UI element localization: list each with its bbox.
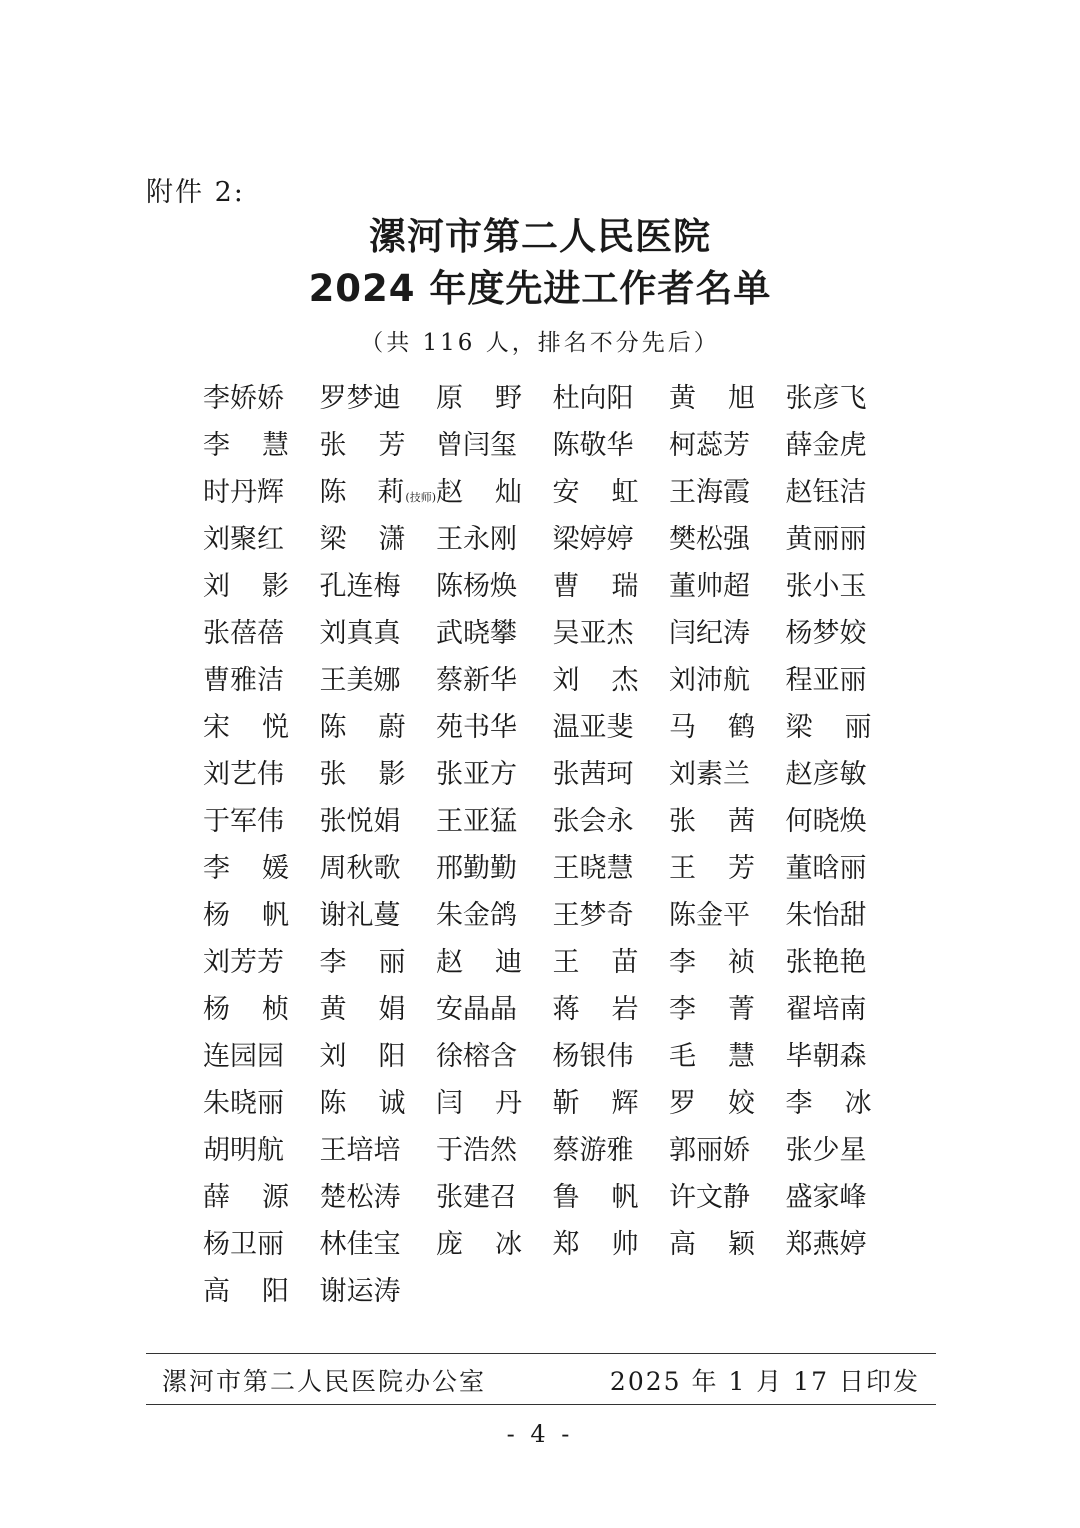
person-name: 宋悦	[203, 712, 289, 743]
name-entry	[669, 1127, 786, 1174]
name-entry	[203, 469, 320, 516]
name-entry	[669, 798, 786, 845]
person-name: 张芳	[319, 430, 406, 461]
name-entry	[669, 375, 786, 422]
person-name: 杨卫丽	[203, 1229, 284, 1260]
name-entry	[320, 469, 437, 516]
name-entry	[436, 845, 553, 892]
person-name: 马鹤	[669, 712, 755, 743]
person-name: 靳辉	[552, 1088, 639, 1119]
person-name: 柯蕊芳	[669, 430, 750, 461]
name-entry	[786, 1174, 903, 1221]
name-entry	[436, 375, 553, 422]
name-entry	[203, 657, 320, 704]
issue-date: 2025 年 1 月 17 日印发	[609, 1367, 920, 1396]
name-entry	[320, 1221, 437, 1268]
name-entry	[786, 798, 903, 845]
name-entry	[669, 657, 786, 704]
person-name: 杜向阳	[552, 383, 634, 414]
name-entry	[203, 375, 320, 422]
person-name: 王永刚	[436, 524, 517, 555]
person-name: 孔连梅	[319, 571, 401, 602]
person-name: 何晓焕	[785, 806, 867, 837]
person-name: 张建召	[436, 1182, 517, 1213]
person-name: 连园园	[203, 1041, 284, 1072]
person-name: 朱晓丽	[203, 1088, 284, 1119]
person-name: 谢礼蔓	[319, 900, 401, 931]
person-name: 刘阳	[319, 1041, 406, 1072]
name-entry	[436, 1221, 553, 1268]
person-name: 刘素兰	[669, 759, 750, 790]
name-entry	[436, 751, 553, 798]
name-entry	[553, 845, 670, 892]
person-name: 时丹辉	[203, 477, 284, 508]
name-entry	[553, 469, 670, 516]
person-name: 林佳宝	[319, 1229, 401, 1260]
person-name: 王芳	[669, 853, 755, 884]
person-name: 毛慧	[669, 1041, 755, 1072]
person-name: 蔡新华	[436, 665, 517, 696]
name-entry	[786, 704, 903, 751]
person-name: 董晗丽	[785, 853, 867, 884]
person-name: 梁潇	[319, 524, 406, 555]
person-name: 刘真真	[319, 618, 401, 649]
name-entry	[786, 986, 903, 1033]
name-entry	[436, 1174, 553, 1221]
person-name: 盛家峰	[785, 1182, 867, 1213]
person-name: 陈金平	[669, 900, 750, 931]
name-entry	[436, 939, 553, 986]
person-name: 蒋岩	[552, 994, 639, 1025]
attachment-label: 附件 2:	[146, 177, 245, 208]
person-name: 陈莉	[319, 477, 405, 508]
name-entry	[436, 422, 553, 469]
person-name: 王海霞	[669, 477, 750, 508]
person-name: 梁丽	[785, 712, 872, 743]
name-entry	[203, 1127, 320, 1174]
name-entry	[786, 1127, 903, 1174]
name-entry	[553, 516, 670, 563]
person-name: 张会永	[552, 806, 634, 837]
name-entry	[203, 845, 320, 892]
name-entry	[436, 563, 553, 610]
person-name: 张蓓蓓	[203, 618, 284, 649]
name-entry	[203, 563, 320, 610]
person-name: 胡明航	[203, 1135, 284, 1166]
name-entry	[669, 1221, 786, 1268]
name-entry	[669, 845, 786, 892]
person-name: 安虹	[552, 477, 639, 508]
name-entry	[786, 892, 903, 939]
person-name: 王晓慧	[552, 853, 634, 884]
person-name: 许文静	[669, 1182, 750, 1213]
person-name: 程亚丽	[785, 665, 867, 696]
person-name: 闫纪涛	[669, 618, 750, 649]
count-note: （共 116 人，排名不分先后）	[360, 330, 720, 356]
name-entry	[320, 1080, 437, 1127]
name-entry	[320, 375, 437, 422]
name-entry	[669, 469, 786, 516]
person-name: 武晓攀	[436, 618, 517, 649]
person-name: 蔡游雅	[552, 1135, 634, 1166]
name-entry	[786, 845, 903, 892]
name-entry	[320, 657, 437, 704]
person-name: 闫丹	[436, 1088, 522, 1119]
name-entry	[203, 1221, 320, 1268]
name-entry	[553, 939, 670, 986]
name-entry	[320, 751, 437, 798]
name-entry	[786, 563, 903, 610]
person-name: 张茜	[669, 806, 755, 837]
name-entry	[320, 798, 437, 845]
person-name: 陈蔚	[319, 712, 406, 743]
name-entry	[203, 1268, 320, 1315]
person-name: 张影	[319, 759, 406, 790]
name-entry	[436, 516, 553, 563]
name-entry	[786, 469, 903, 516]
name-entry	[436, 986, 553, 1033]
person-name: 薛金虎	[785, 430, 867, 461]
name-entry	[553, 1033, 670, 1080]
person-name: 谢运涛	[319, 1276, 401, 1307]
name-entry	[320, 939, 437, 986]
person-name: 邢勤勤	[436, 853, 517, 884]
name-entry	[553, 751, 670, 798]
name-entry	[669, 422, 786, 469]
person-name: 张亚方	[436, 759, 517, 790]
name-entry	[320, 845, 437, 892]
person-name: 温亚斐	[552, 712, 634, 743]
person-name: 鲁帆	[552, 1182, 639, 1213]
person-name: 赵彦敏	[785, 759, 867, 790]
person-name: 王亚猛	[436, 806, 517, 837]
name-entry	[553, 892, 670, 939]
person-name: 李慧	[203, 430, 289, 461]
name-entry	[203, 798, 320, 845]
name-entry	[786, 516, 903, 563]
person-name: 刘聚红	[203, 524, 284, 555]
person-name: 刘杰	[552, 665, 639, 696]
person-name: 张少星	[785, 1135, 867, 1166]
footer-rule-top	[146, 1353, 936, 1354]
name-entry	[669, 516, 786, 563]
person-name: 高阳	[203, 1276, 289, 1307]
name-entry	[553, 1080, 670, 1127]
person-name: 楚松涛	[319, 1182, 401, 1213]
name-entry	[553, 563, 670, 610]
name-entry	[320, 422, 437, 469]
name-entry	[436, 1033, 553, 1080]
person-name: 刘芳芳	[203, 947, 284, 978]
name-entry	[669, 563, 786, 610]
name-entry	[320, 1127, 437, 1174]
person-name: 王美娜	[319, 665, 401, 696]
person-name: 吴亚杰	[552, 618, 634, 649]
name-entry	[553, 704, 670, 751]
name-entry	[669, 986, 786, 1033]
person-name: 李娇娇	[203, 383, 284, 414]
name-entry	[320, 892, 437, 939]
name-entry	[203, 751, 320, 798]
name-list	[203, 375, 893, 1315]
name-entry	[786, 375, 903, 422]
person-name: 张彦飞	[785, 383, 867, 414]
name-entry	[786, 939, 903, 986]
name-entry	[320, 563, 437, 610]
person-name: 周秋歌	[319, 853, 401, 884]
name-entry	[786, 751, 903, 798]
person-name: 翟培南	[785, 994, 867, 1025]
person-name: 朱金鸽	[436, 900, 517, 931]
person-name: 梁婷婷	[552, 524, 634, 555]
name-entry	[553, 986, 670, 1033]
person-name: 罗姣	[669, 1088, 755, 1119]
name-entry	[203, 704, 320, 751]
name-entry	[786, 1221, 903, 1268]
name-entry	[786, 1033, 903, 1080]
name-entry	[320, 1268, 437, 1315]
person-name: 李丽	[319, 947, 406, 978]
person-name: 杨梦姣	[785, 618, 867, 649]
person-name: 安晶晶	[436, 994, 517, 1025]
person-name: 李媛	[203, 853, 289, 884]
name-note: (技师)	[405, 491, 436, 504]
name-entry	[669, 610, 786, 657]
name-entry	[203, 1080, 320, 1127]
person-name: 郑燕婷	[785, 1229, 867, 1260]
person-name: 黄旭	[669, 383, 755, 414]
footer-rule-bottom	[146, 1404, 936, 1405]
person-name: 赵钰洁	[785, 477, 867, 508]
name-entry	[436, 610, 553, 657]
name-entry	[669, 704, 786, 751]
name-entry	[203, 610, 320, 657]
person-name: 罗梦迪	[319, 383, 401, 414]
name-entry	[786, 610, 903, 657]
person-name: 于军伟	[203, 806, 284, 837]
person-name: 原野	[436, 383, 522, 414]
person-name: 苑书华	[436, 712, 517, 743]
person-name: 陈杨焕	[436, 571, 517, 602]
person-name: 庞冰	[436, 1229, 522, 1260]
name-entry	[669, 892, 786, 939]
person-name: 徐榕含	[436, 1041, 517, 1072]
person-name: 杨桢	[203, 994, 289, 1025]
person-name: 朱怡甜	[785, 900, 867, 931]
name-entry	[203, 1033, 320, 1080]
person-name: 李菁	[669, 994, 755, 1025]
name-entry	[669, 751, 786, 798]
name-entry	[669, 1080, 786, 1127]
person-name: 李祯	[669, 947, 755, 978]
person-name: 高颖	[669, 1229, 755, 1260]
name-entry	[436, 1127, 553, 1174]
name-entry	[320, 610, 437, 657]
name-entry	[553, 798, 670, 845]
person-name: 张艳艳	[785, 947, 867, 978]
person-name: 杨帆	[203, 900, 289, 931]
name-entry	[436, 657, 553, 704]
person-name: 曾闫玺	[436, 430, 517, 461]
name-entry	[320, 704, 437, 751]
name-entry	[203, 939, 320, 986]
name-entry	[669, 939, 786, 986]
person-name: 郑帅	[552, 1229, 639, 1260]
name-entry	[553, 1127, 670, 1174]
person-name: 李冰	[785, 1088, 872, 1119]
person-name: 陈敬华	[552, 430, 634, 461]
person-name: 杨银伟	[552, 1041, 634, 1072]
name-entry	[553, 1221, 670, 1268]
name-entry	[553, 610, 670, 657]
name-entry	[436, 1080, 553, 1127]
person-name: 王苗	[552, 947, 639, 978]
name-entry	[669, 1033, 786, 1080]
name-entry	[320, 1033, 437, 1080]
name-entry	[786, 657, 903, 704]
person-name: 张悦娟	[319, 806, 401, 837]
name-entry	[320, 1174, 437, 1221]
person-name: 曹雅洁	[203, 665, 284, 696]
name-entry	[203, 422, 320, 469]
person-name: 张茜珂	[552, 759, 634, 790]
name-entry	[320, 986, 437, 1033]
document-title: 漯河市第二人民医院	[369, 215, 711, 258]
name-entry	[436, 704, 553, 751]
name-entry	[436, 798, 553, 845]
person-name: 毕朝森	[785, 1041, 867, 1072]
name-entry	[203, 892, 320, 939]
name-entry	[786, 422, 903, 469]
name-entry	[553, 375, 670, 422]
document-subtitle-title: 2024 年度先进工作者名单	[308, 267, 772, 310]
person-name: 董帅超	[669, 571, 750, 602]
name-entry	[553, 657, 670, 704]
person-name: 陈诚	[319, 1088, 406, 1119]
page-number: - 4 -	[506, 1420, 574, 1448]
person-name: 刘影	[203, 571, 289, 602]
name-entry	[669, 1174, 786, 1221]
person-name: 刘沛航	[669, 665, 750, 696]
person-name: 张小玉	[785, 571, 867, 602]
person-name: 曹瑞	[552, 571, 639, 602]
issuing-office: 漯河市第二人民医院办公室	[162, 1367, 487, 1396]
person-name: 薛源	[203, 1182, 289, 1213]
name-entry	[786, 1080, 903, 1127]
name-entry	[553, 1174, 670, 1221]
person-name: 于浩然	[436, 1135, 517, 1166]
person-name: 樊松强	[669, 524, 750, 555]
person-name: 赵灿	[436, 477, 522, 508]
person-name: 王培培	[319, 1135, 401, 1166]
name-entry	[203, 516, 320, 563]
person-name: 刘艺伟	[203, 759, 284, 790]
name-entry	[436, 892, 553, 939]
person-name: 赵迪	[436, 947, 522, 978]
name-entry	[553, 422, 670, 469]
name-entry	[203, 1174, 320, 1221]
person-name: 王梦奇	[552, 900, 634, 931]
person-name: 郭丽娇	[669, 1135, 750, 1166]
name-entry	[436, 469, 553, 516]
person-name: 黄丽丽	[785, 524, 867, 555]
person-name: 黄娟	[319, 994, 406, 1025]
name-entry	[203, 986, 320, 1033]
name-entry	[320, 516, 437, 563]
